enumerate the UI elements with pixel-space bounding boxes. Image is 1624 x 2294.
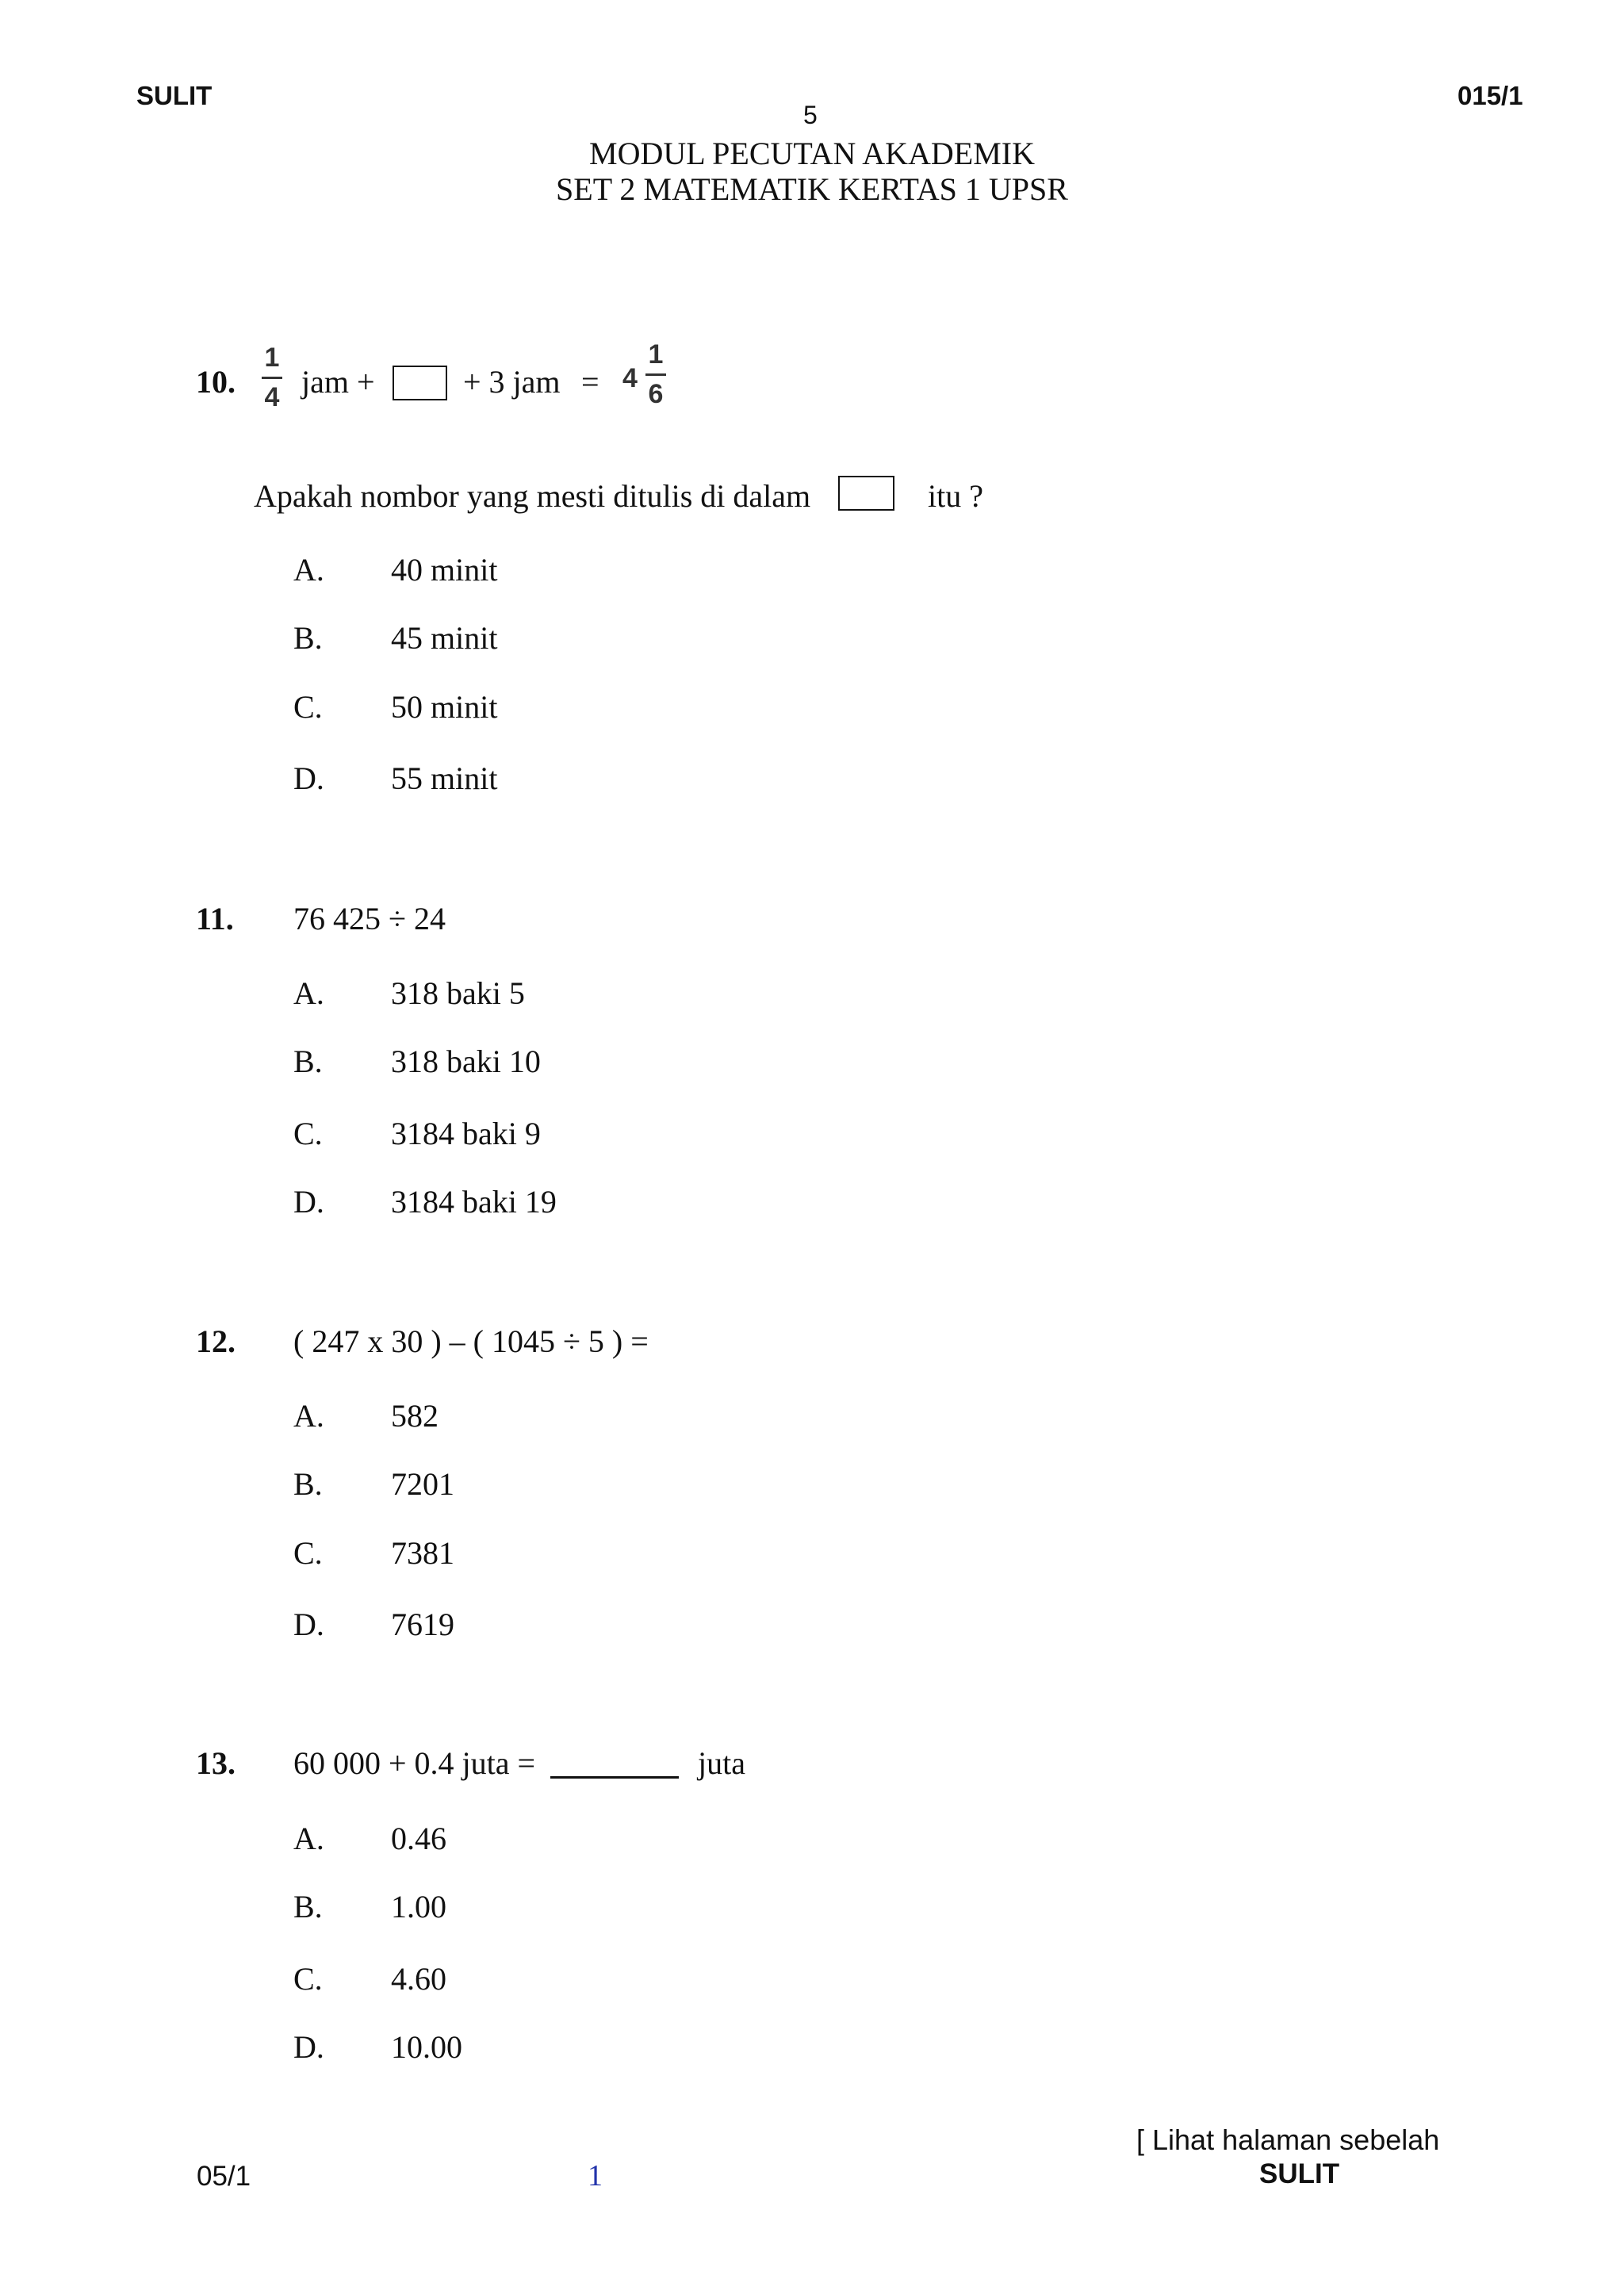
q10-plus-3-jam: + 3 jam	[463, 364, 561, 400]
page-number: 5	[803, 101, 818, 129]
q12-option-b-letter[interactable]: B.	[293, 1466, 323, 1502]
q10-option-c-letter[interactable]: C.	[293, 689, 323, 725]
q13-option-c-text[interactable]: 4.60	[391, 1961, 446, 1997]
q13-option-a-letter[interactable]: A.	[293, 1821, 324, 1856]
q12-option-a-text[interactable]: 582	[391, 1398, 439, 1434]
q12-option-d-letter[interactable]: D.	[293, 1607, 324, 1642]
q13-answer-blank	[550, 1776, 679, 1779]
q10-option-a-text[interactable]: 40 minit	[391, 552, 498, 588]
q10-answer-box	[393, 366, 447, 400]
q10-option-a-letter[interactable]: A.	[293, 552, 324, 588]
q10-frac-den: 4	[264, 382, 280, 412]
q13-expression: 60 000 + 0.4 juta =	[293, 1745, 536, 1781]
q13-option-b-letter[interactable]: B.	[293, 1889, 323, 1924]
footer-page-number: 1	[588, 2159, 603, 2193]
q10-mixed-whole: 4	[622, 363, 638, 393]
q12-option-b-text[interactable]: 7201	[391, 1466, 454, 1502]
q10-option-b-letter[interactable]: B.	[293, 620, 323, 656]
q11-option-c-letter[interactable]: C.	[293, 1116, 323, 1151]
q12-option-c-text[interactable]: 7381	[391, 1535, 454, 1571]
footer-see-next-page: [ Lihat halaman sebelah	[1136, 2124, 1440, 2156]
q13-number: 13.	[196, 1745, 236, 1781]
q10-option-b-text[interactable]: 45 minit	[391, 620, 498, 656]
q12-number: 12.	[196, 1323, 236, 1359]
q10-option-c-text[interactable]: 50 minit	[391, 689, 498, 725]
q12-option-d-text[interactable]: 7619	[391, 1607, 454, 1642]
q10-question-box	[838, 476, 894, 511]
q10-equals: =	[581, 364, 599, 400]
q10-frac-bar	[262, 377, 282, 379]
q10-mixed-fraction	[645, 339, 666, 410]
q10-number: 10.	[196, 364, 236, 400]
q13-option-a-text[interactable]: 0.46	[391, 1821, 446, 1856]
q10-fraction	[262, 343, 282, 413]
q11-option-a-text[interactable]: 318 baki 5	[391, 975, 525, 1011]
q11-option-b-text[interactable]: 318 baki 10	[391, 1044, 541, 1079]
q12-option-c-letter[interactable]: C.	[293, 1535, 323, 1571]
q11-option-d-letter[interactable]: D.	[293, 1184, 324, 1220]
q10-option-d-text[interactable]: 55 minit	[391, 760, 498, 796]
title-line-2: SET 2 MATEMATIK KERTAS 1 UPSR	[556, 171, 1068, 207]
q10-question-end: itu ?	[928, 478, 983, 514]
q10-frac-num: 1	[264, 343, 280, 373]
q10-question-text: Apakah nombor yang mesti ditulis di dalam	[254, 478, 811, 514]
q11-option-b-letter[interactable]: B.	[293, 1044, 323, 1079]
q11-option-c-text[interactable]: 3184 baki 9	[391, 1116, 541, 1151]
q12-option-a-letter[interactable]: A.	[293, 1398, 324, 1434]
footer-sulit: SULIT	[1259, 2158, 1340, 2189]
q13-unit: juta	[698, 1745, 745, 1781]
q10-mixed-den: 6	[648, 379, 664, 409]
q10-mixed-bar	[645, 373, 666, 376]
q11-option-a-letter[interactable]: A.	[293, 975, 324, 1011]
header-sulit: SULIT	[136, 81, 213, 110]
q11-number: 11.	[196, 901, 234, 936]
header-code: 015/1	[1457, 81, 1523, 110]
footer-code: 05/1	[197, 2161, 251, 2192]
q11-option-d-text[interactable]: 3184 baki 19	[391, 1184, 557, 1220]
q13-option-b-text[interactable]: 1.00	[391, 1889, 446, 1924]
title-line-1: MODUL PECUTAN AKADEMIK	[589, 136, 1035, 171]
q10-jam-plus: jam +	[301, 364, 375, 400]
q13-option-c-letter[interactable]: C.	[293, 1961, 323, 1997]
q12-expression: ( 247 x 30 ) – ( 1045 ÷ 5 ) =	[293, 1323, 649, 1359]
q13-option-d-letter[interactable]: D.	[293, 2029, 324, 2065]
q10-option-d-letter[interactable]: D.	[293, 760, 324, 796]
q10-mixed-num: 1	[648, 339, 664, 370]
q13-option-d-text[interactable]: 10.00	[391, 2029, 462, 2065]
q11-expression: 76 425 ÷ 24	[293, 901, 446, 936]
